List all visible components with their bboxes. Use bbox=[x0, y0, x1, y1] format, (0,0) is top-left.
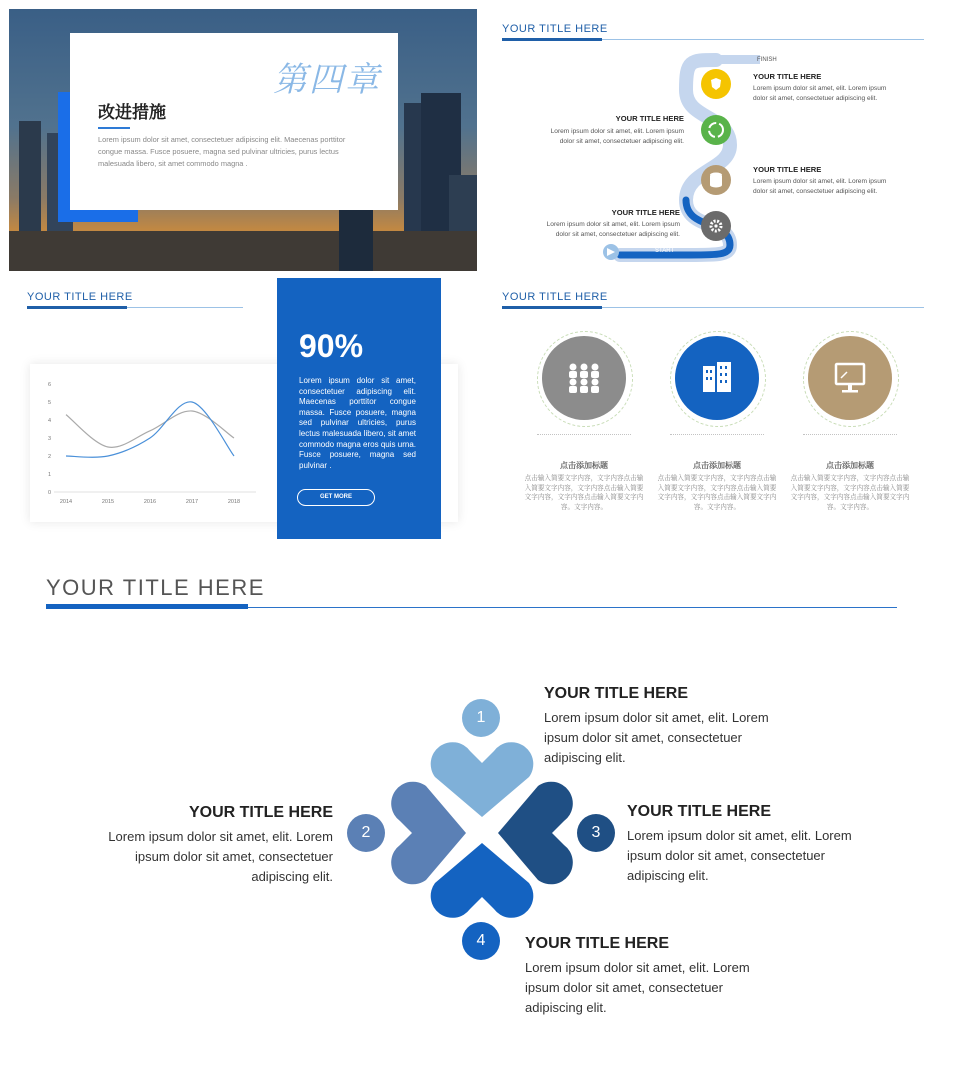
roadmap-item-title: YOUR TITLE HERE bbox=[753, 72, 822, 81]
step-number: 1 bbox=[462, 699, 500, 737]
y-tick-label: 0 bbox=[48, 490, 52, 496]
heading-underline bbox=[98, 127, 130, 129]
roadmap-item-text: Lorem ipsum dolor sit amet, elit. Lorem ipsum dolor sit amet, consectetuer adipiscing elit. bbox=[753, 85, 887, 102]
roadmap-item-text: Lorem ipsum dolor sit amet, elit. Lorem ipsum dolor sit amet, consectetuer adipiscing elit. bbox=[753, 178, 887, 195]
roadmap-item-title: YOUR TITLE HERE bbox=[753, 165, 822, 174]
step-title: YOUR TITLE HERE bbox=[627, 803, 772, 820]
feature-title: 点击添加标题 bbox=[826, 461, 874, 470]
series-blue bbox=[66, 402, 234, 458]
shield-icon bbox=[701, 69, 731, 99]
feature-circle bbox=[675, 336, 759, 420]
x-tick-label: 2018 bbox=[227, 499, 241, 505]
y-tick-label: 4 bbox=[48, 418, 52, 424]
dotted-divider bbox=[670, 434, 764, 436]
y-tick-label: 5 bbox=[48, 400, 52, 406]
gear-icon bbox=[701, 211, 731, 241]
roadmap-item-text: Lorem ipsum dolor sit amet, elit. Lorem ipsum dolor sit amet, consectetuer adipiscing elit. bbox=[550, 128, 684, 145]
feature-text: 点击输入简要文字内容，文字内容点击输入简要文字内容，文字内容点击输入简要文字内容，文字内容点击输入简要文字内容。文字内容。 bbox=[790, 475, 910, 511]
step-title: YOUR TITLE HERE bbox=[544, 685, 689, 702]
y-tick-label: 2 bbox=[48, 454, 52, 460]
roadmap-item-text: Lorem ipsum dolor sit amet, elit. Lorem ipsum dolor sit amet, consectetuer adipiscing elit. bbox=[546, 221, 680, 238]
line-chart bbox=[30, 374, 270, 512]
title-bar bbox=[27, 306, 127, 309]
panel-body: Lorem ipsum dolor sit amet, consectetuer adipiscing elit. Maecenas porttitor congue massa. Fusce posuere, magna sed pulvinar ultricies, purus lectus malesuada libero, sit amet commodo magna eros quis urna. Fusce posuere, magna sed pulvinar . bbox=[299, 376, 416, 470]
title-bar bbox=[502, 306, 602, 309]
feature-text: 点击输入简要文字内容，文字内容点击输入简要文字内容，文字内容点击输入简要文字内容，文字内容点击输入简要文字内容。文字内容。 bbox=[524, 475, 644, 511]
step-text: Lorem ipsum dolor sit amet, elit. Lorem ipsum dolor sit amet, consectetuer adipiscing elit. bbox=[525, 960, 750, 1015]
title-bar bbox=[502, 38, 602, 41]
roadmap-item-title: YOUR TITLE HERE bbox=[615, 114, 684, 123]
team-icon bbox=[542, 336, 626, 420]
x-tick-label: 2015 bbox=[101, 499, 115, 505]
building-icon bbox=[675, 336, 759, 420]
feature-text: 点击输入简要文字内容，文字内容点击输入简要文字内容，文字内容点击输入简要文字内容，文字内容点击输入简要文字内容。文字内容。 bbox=[657, 475, 777, 511]
recycle-icon bbox=[701, 115, 731, 145]
step-text: Lorem ipsum dolor sit amet, elit. Lorem ipsum dolor sit amet, consectetuer adipiscing elit. bbox=[627, 828, 852, 883]
get-more-button[interactable]: GET MORE bbox=[297, 489, 375, 506]
step-number: 2 bbox=[347, 814, 385, 852]
step-title: YOUR TITLE HERE bbox=[188, 804, 333, 821]
x-tick-label: 2014 bbox=[59, 499, 73, 505]
feature-circle bbox=[542, 336, 626, 420]
milestone-1 bbox=[701, 211, 731, 241]
start-label: START bbox=[655, 248, 675, 254]
y-tick-label: 6 bbox=[48, 382, 52, 388]
feature-title: 点击添加标题 bbox=[560, 461, 608, 470]
percent-value: 90% bbox=[299, 328, 364, 364]
section-title: YOUR TITLE HERE bbox=[502, 291, 608, 303]
step-title: YOUR TITLE HERE bbox=[525, 935, 670, 952]
milestone-3 bbox=[701, 115, 731, 145]
x-tick-label: 2017 bbox=[185, 499, 199, 505]
title-bar bbox=[46, 604, 248, 609]
dotted-divider bbox=[537, 434, 631, 436]
milestone-4 bbox=[701, 69, 731, 99]
feature-title: 点击添加标题 bbox=[693, 461, 741, 470]
step-text: Lorem ipsum dolor sit amet, elit. Lorem ipsum dolor sit amet, consectetuer adipiscing elit. bbox=[108, 829, 333, 884]
chapter-calligraphy: 第四章 bbox=[273, 60, 381, 100]
feature-circle bbox=[808, 336, 892, 420]
chapter-heading: 改进措施 bbox=[98, 103, 166, 123]
roadmap-item-title: YOUR TITLE HERE bbox=[611, 208, 680, 217]
finish-label: FINISH bbox=[757, 57, 777, 63]
dotted-divider bbox=[803, 434, 897, 436]
y-tick-label: 1 bbox=[48, 472, 52, 478]
milestone-2 bbox=[701, 165, 731, 195]
database-icon bbox=[701, 165, 731, 195]
y-tick-label: 3 bbox=[48, 436, 52, 442]
section-title: YOUR TITLE HERE bbox=[46, 575, 265, 600]
x-tick-label: 2016 bbox=[143, 499, 157, 505]
city-ground bbox=[9, 231, 477, 271]
monitor-icon bbox=[808, 336, 892, 420]
chapter-body: Lorem ipsum dolor sit amet, consectetuer adipiscing elit. Maecenas porttitor congue massa. Fusce posuere, magna sed pulvinar ultricies, purus lectus malesuada libero, sit amet commodo magna . bbox=[98, 135, 346, 168]
section-title: YOUR TITLE HERE bbox=[27, 291, 133, 303]
step-number: 3 bbox=[577, 814, 615, 852]
step-number: 4 bbox=[462, 922, 500, 960]
step-text: Lorem ipsum dolor sit amet, elit. Lorem ipsum dolor sit amet, consectetuer adipiscing elit. bbox=[544, 710, 769, 765]
section-title: YOUR TITLE HERE bbox=[502, 23, 608, 35]
accent-bar bbox=[58, 210, 138, 222]
